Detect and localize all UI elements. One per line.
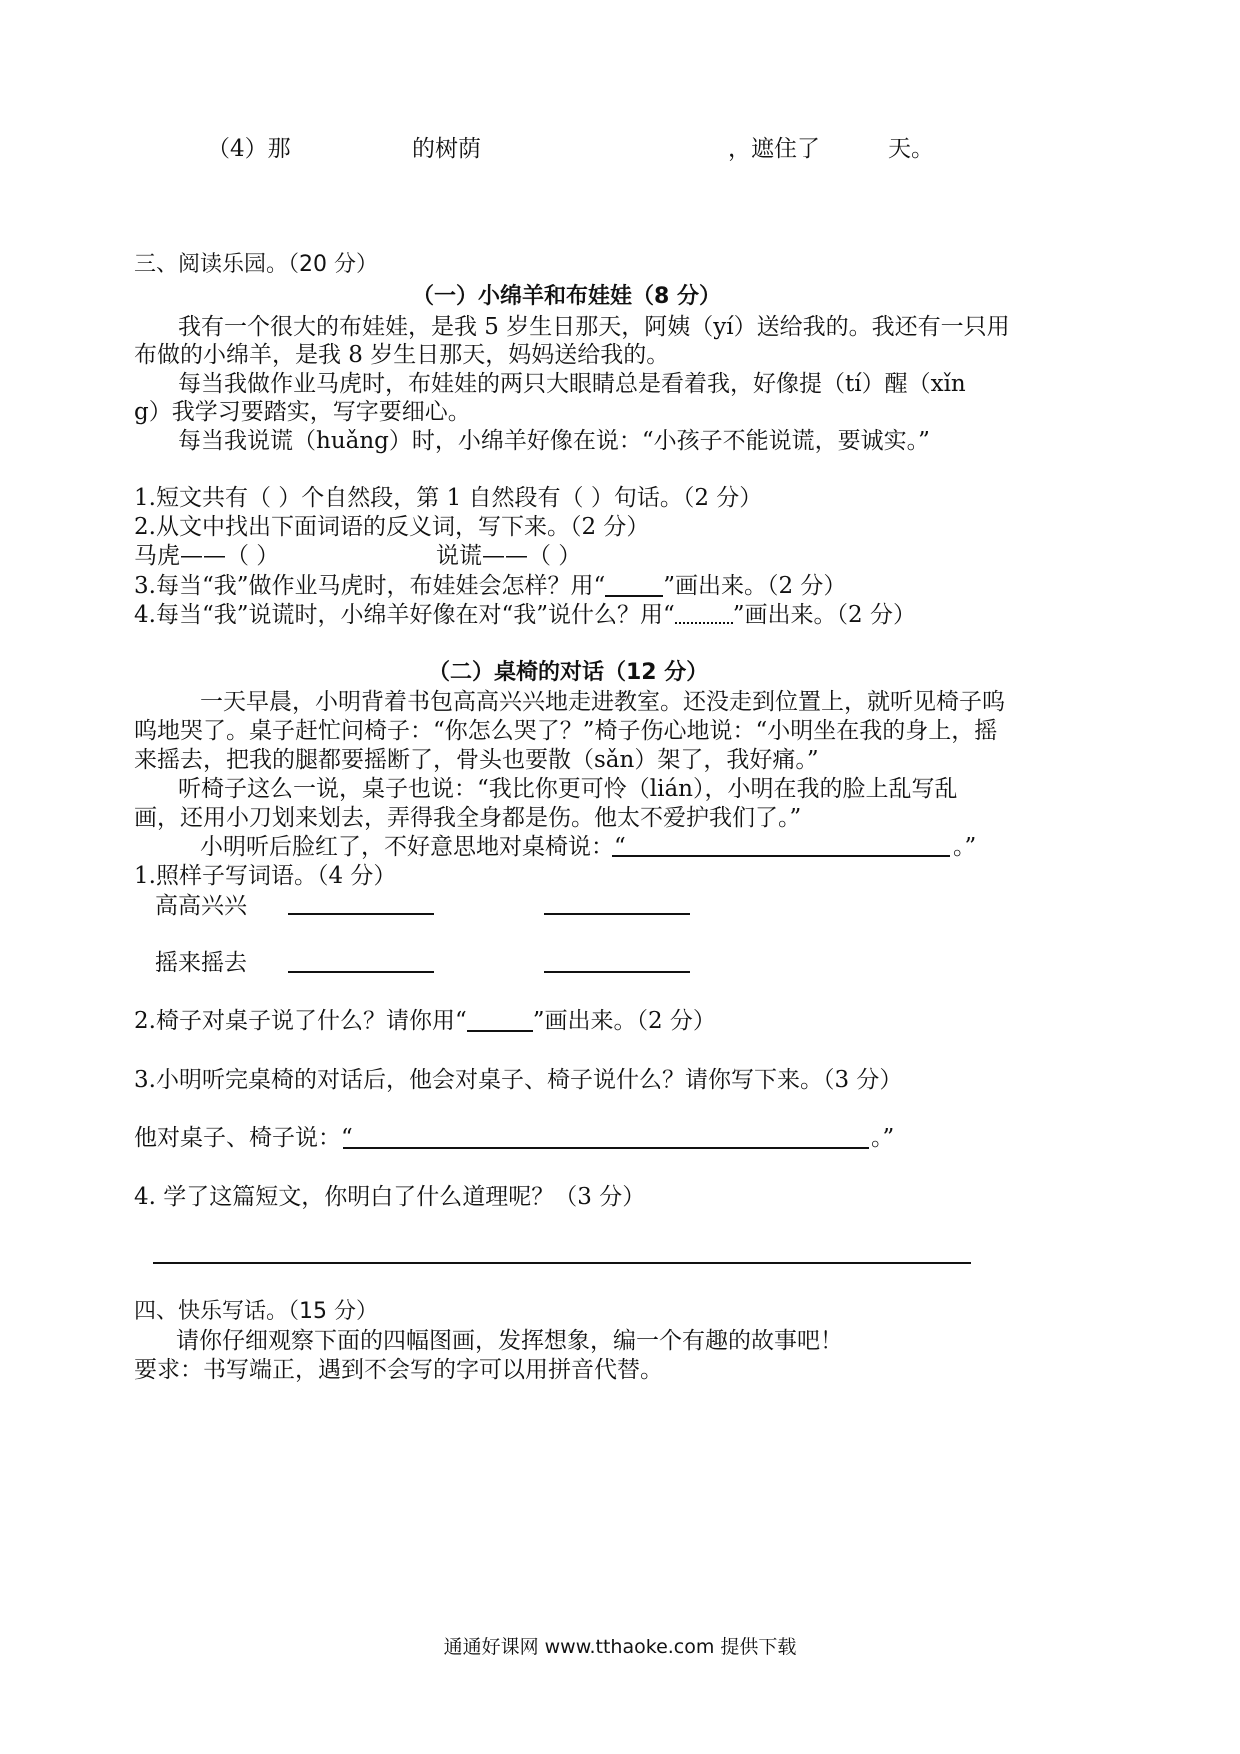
passage1-q3-suffix: ”画出来。（2 分） bbox=[663, 573, 847, 599]
passage2-q3-answer-suffix: 。” bbox=[871, 1125, 895, 1151]
passage2-line: 呜地哭了。桌子赶忙问椅子：“你怎么哭了？”椅子伤心地说：“小明坐在我的身上，摇 bbox=[134, 718, 998, 744]
passage2-line: 画，还用小刀划来划去，弄得我全身都是伤。他太不爱护我们了。” bbox=[134, 805, 802, 831]
passage2-line: 听椅子这么一说，桌子也说：“我比你更可怜（lián），小明在我的脸上乱写乱 bbox=[178, 776, 958, 802]
passage2-title: （二）桌椅的对话（12 分） bbox=[428, 660, 709, 685]
passage2-q1-example1: 高高兴兴 bbox=[155, 893, 247, 919]
passage1-line: 每当我说谎（huǎng）时，小绵羊好像在说：“小孩子不能说谎，要诚实。” bbox=[178, 428, 930, 454]
fill-item-4-part3: ，遮住了 bbox=[728, 136, 820, 162]
passage2-line: 一天早晨，小明背着书包高高兴兴地走进教室。还没走到位置上，就听见椅子呜 bbox=[200, 689, 1005, 715]
passage1-q1: 1.短文共有（ ）个自然段，第 1 自然段有（ ）句话。（2 分） bbox=[134, 485, 763, 511]
footer-credit: 通通好课网 www.tthaoke.com 提供下载 bbox=[443, 1636, 797, 1658]
passage2-q1-example2: 摇来摇去 bbox=[155, 950, 247, 976]
passage2-q3: 3.小明听完桌椅的对话后，他会对桌子、椅子说什么？请你写下来。（3 分） bbox=[134, 1067, 903, 1093]
answer-line[interactable] bbox=[544, 913, 690, 915]
passage1-q3 bbox=[134, 571, 846, 601]
wavy-underline-sample bbox=[675, 610, 733, 624]
straight-underline-sample bbox=[467, 1008, 533, 1032]
section4-instruction: 请你仔细观察下面的四幅图画，发挥想象，编一个有趣的故事吧！ bbox=[176, 1328, 843, 1354]
passage1-line: 每当我做作业马虎时，布娃娃的两只大眼睛总是看着我，好像提（tí）醒（xǐn bbox=[178, 371, 966, 397]
passage2-q2-suffix: ”画出来。（2 分） bbox=[532, 1008, 716, 1034]
passage1-q4-suffix: ”画出来。（2 分） bbox=[732, 602, 916, 628]
fill-item-4-part4: 天。 bbox=[888, 136, 934, 162]
passage1-line: g）我学习要踏实，写字要细心。 bbox=[134, 399, 471, 425]
fill-item-4-part2: 的树荫 bbox=[412, 136, 481, 162]
answer-line[interactable] bbox=[288, 913, 434, 915]
passage2-q3-answer-prefix: 他对桌子、椅子说：“ bbox=[134, 1125, 353, 1151]
fill-item-4-part1: （4）那 bbox=[207, 136, 291, 162]
passage1-q4 bbox=[134, 600, 916, 630]
section4-title: 四、快乐写话。（15 分） bbox=[134, 1299, 378, 1324]
passage1-q2-answer-a: 马虎——（ ） bbox=[134, 543, 280, 569]
passage2-q4: 4. 学了这篇短文，你明白了什么道理呢？（3 分） bbox=[134, 1184, 646, 1210]
passage2-line: 小明听后脸红了，不好意思地对桌椅说：“ bbox=[200, 834, 626, 860]
answer-line[interactable] bbox=[612, 855, 950, 857]
passage1-q3-prefix: 3.每当“我”做作业马虎时，布娃娃会怎样？用“ bbox=[134, 573, 606, 599]
passage1-line: 布做的小绵羊，是我 8 岁生日那天，妈妈送给我的。 bbox=[134, 342, 670, 368]
answer-line[interactable] bbox=[343, 1147, 869, 1149]
passage1-line: 我有一个很大的布娃娃，是我 5 岁生日那天，阿姨（yí）送给我的。我还有一只用 bbox=[178, 314, 1010, 340]
straight-underline-sample bbox=[605, 573, 663, 597]
passage2-line-end: 。” bbox=[953, 834, 977, 860]
passage1-q2: 2.从文中找出下面词语的反义词，写下来。（2 分） bbox=[134, 514, 650, 540]
passage2-line: 来摇去，把我的腿都要摇断了，骨头也要散（sǎn）架了，我好痛。” bbox=[134, 747, 819, 773]
section4-requirement: 要求：书写端正，遇到不会写的字可以用拼音代替。 bbox=[134, 1357, 663, 1383]
passage1-q2-answer-b: 说谎——（ ） bbox=[436, 543, 582, 569]
passage2-q1: 1.照样子写词语。（4 分） bbox=[134, 863, 397, 889]
passage1-title: （一）小绵羊和布娃娃（8 分） bbox=[412, 284, 721, 309]
section3-title: 三、阅读乐园。（20 分） bbox=[134, 252, 378, 277]
answer-line[interactable] bbox=[288, 971, 434, 973]
answer-line[interactable] bbox=[153, 1262, 971, 1264]
answer-line[interactable] bbox=[544, 971, 690, 973]
passage1-q4-prefix: 4.每当“我”说谎时，小绵羊好像在对“我”说什么？用“ bbox=[134, 602, 675, 628]
passage2-q2 bbox=[134, 1006, 716, 1036]
passage2-q2-prefix: 2.椅子对桌子说了什么？请你用“ bbox=[134, 1008, 467, 1034]
